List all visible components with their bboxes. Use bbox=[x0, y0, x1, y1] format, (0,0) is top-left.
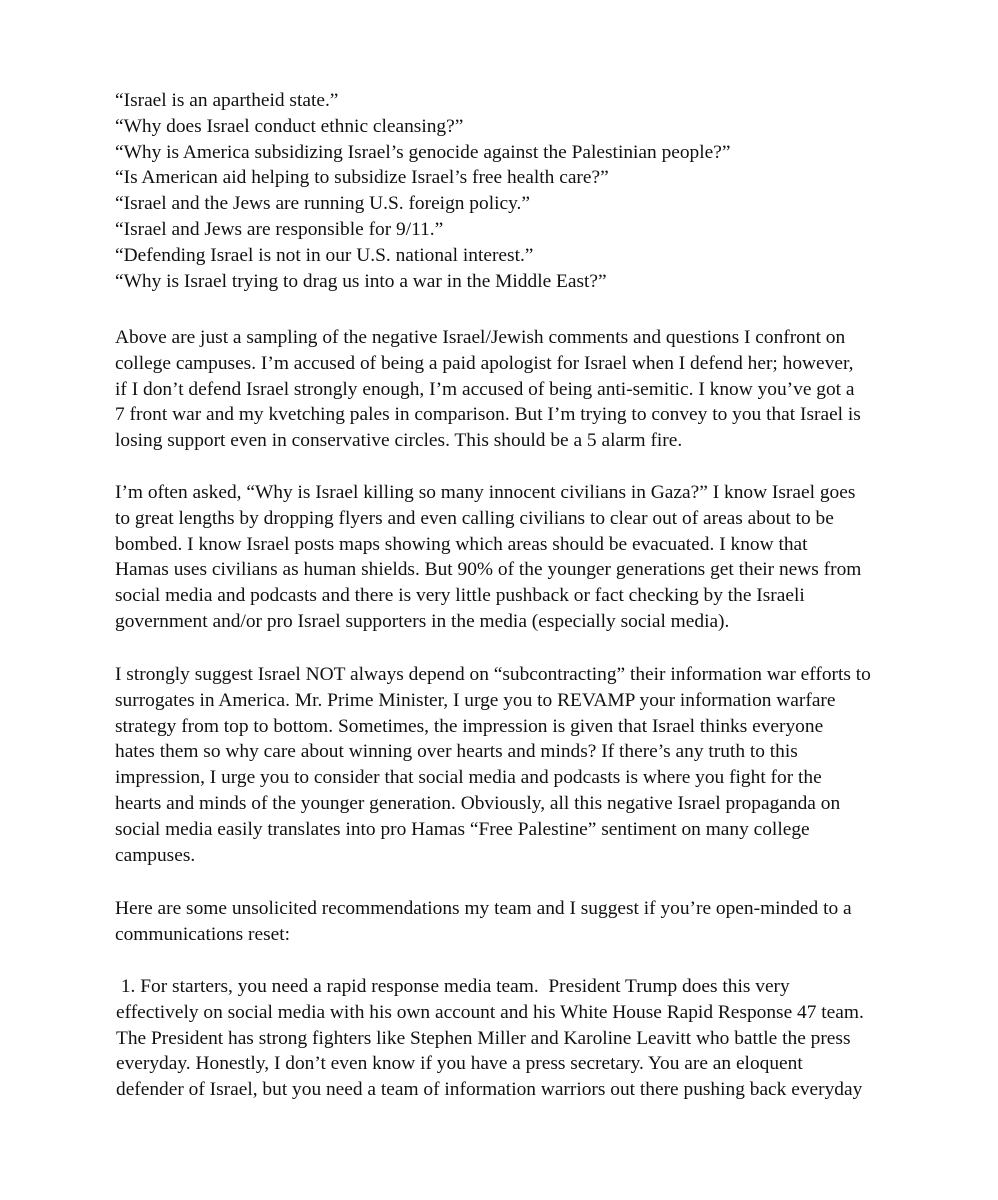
text-line: hearts and minds of the younger generation. Obviously, all this negative Israel propaganda on bbox=[115, 792, 841, 814]
text-line: losing support even in conservative circles. This should be a 5 alarm fire. bbox=[115, 430, 683, 452]
text-line: 7 front war and my kvetching pales in comparison. But I’m trying to convey to you that Israel is bbox=[115, 404, 861, 426]
text-line: government and/or pro Israel supporters in the media (especially social media). bbox=[115, 610, 730, 632]
paragraph-information-war bbox=[115, 662, 905, 868]
quote-line: “Why does Israel conduct ethnic cleansing?” bbox=[115, 115, 464, 137]
text-line: social media easily translates into pro Hamas “Free Palestine” sentiment on many college bbox=[115, 818, 810, 840]
text-line: campuses. bbox=[115, 844, 196, 866]
quote-line: “Defending Israel is not in our U.S. national interest.” bbox=[115, 244, 534, 266]
text-line: I’m often asked, “Why is Israel killing so many innocent civilians in Gaza?” I know Israel goes bbox=[115, 482, 856, 503]
text-line: effectively on social media with his own account and his White House Rapid Response 47 team. bbox=[116, 1001, 864, 1023]
quote-list bbox=[115, 88, 905, 294]
text-line: I strongly suggest Israel NOT always depend on “subcontracting” their information war efforts to bbox=[115, 664, 871, 685]
text-line: defender of Israel, but you need a team of information warriors out there pushing back everyday bbox=[116, 1079, 863, 1101]
text-line: college campuses. I’m accused of being a paid apologist for Israel when I defend her; however, bbox=[115, 352, 854, 374]
text-line: The President has strong fighters like Stephen Miller and Karoline Leavitt who battle the press bbox=[116, 1027, 851, 1049]
text-line: impression, I urge you to consider that social media and podcasts is where you fight for the bbox=[115, 767, 822, 789]
quote-line: “Why is America subsidizing Israel’s genocide against the Palestinian people?” bbox=[115, 141, 731, 163]
paragraph-recommendations-intro bbox=[115, 896, 905, 948]
text-line: Here are some unsolicited recommendations my team and I suggest if you’re open-minded to a bbox=[115, 898, 852, 919]
quote-line: “Israel and the Jews are running U.S. foreign policy.” bbox=[115, 193, 530, 215]
recommendation-item-1 bbox=[116, 974, 906, 1103]
quote-line: “Why is Israel trying to drag us into a war in the Middle East?” bbox=[115, 270, 607, 292]
text-line: if I don’t defend Israel strongly enough, I’m accused of being anti-semitic. I know you’ve got a bbox=[115, 378, 855, 400]
text-line: Hamas uses civilians as human shields. But 90% of the younger generations get their news from bbox=[115, 559, 862, 581]
quote-line: “Is American aid helping to subsidize Israel’s free health care?” bbox=[115, 167, 609, 189]
text-line: bombed. I know Israel posts maps showing which areas should be evacuated. I know that bbox=[115, 533, 808, 555]
quote-line: “Israel and Jews are responsible for 9/11.” bbox=[115, 218, 444, 240]
text-line: strategy from top to bottom. Sometimes, the impression is given that Israel thinks everyone bbox=[115, 715, 824, 737]
text-line: everyday. Honestly, I don’t even know if you have a press secretary. You are an eloquent bbox=[116, 1053, 803, 1075]
text-line: surrogates in America. Mr. Prime Minister, I urge you to REVAMP your information warfare bbox=[115, 689, 836, 711]
quote-line: “Israel is an apartheid state.” bbox=[115, 90, 339, 111]
text-line: to great lengths by dropping flyers and even calling civilians to clear out of areas about to be bbox=[115, 507, 834, 529]
text-line: 1. For starters, you need a rapid response media team. President Trump does this very bbox=[116, 976, 790, 997]
paragraph-gaza bbox=[115, 480, 905, 635]
text-line: hates them so why care about winning over hearts and minds? If there’s any truth to this bbox=[115, 741, 798, 763]
text-line: Above are just a sampling of the negative Israel/Jewish comments and questions I confront on bbox=[115, 327, 846, 348]
paragraph-sampling bbox=[115, 325, 905, 454]
text-line: communications reset: bbox=[115, 923, 291, 945]
text-line: social media and podcasts and there is very little pushback or fact checking by the Israeli bbox=[115, 585, 805, 607]
